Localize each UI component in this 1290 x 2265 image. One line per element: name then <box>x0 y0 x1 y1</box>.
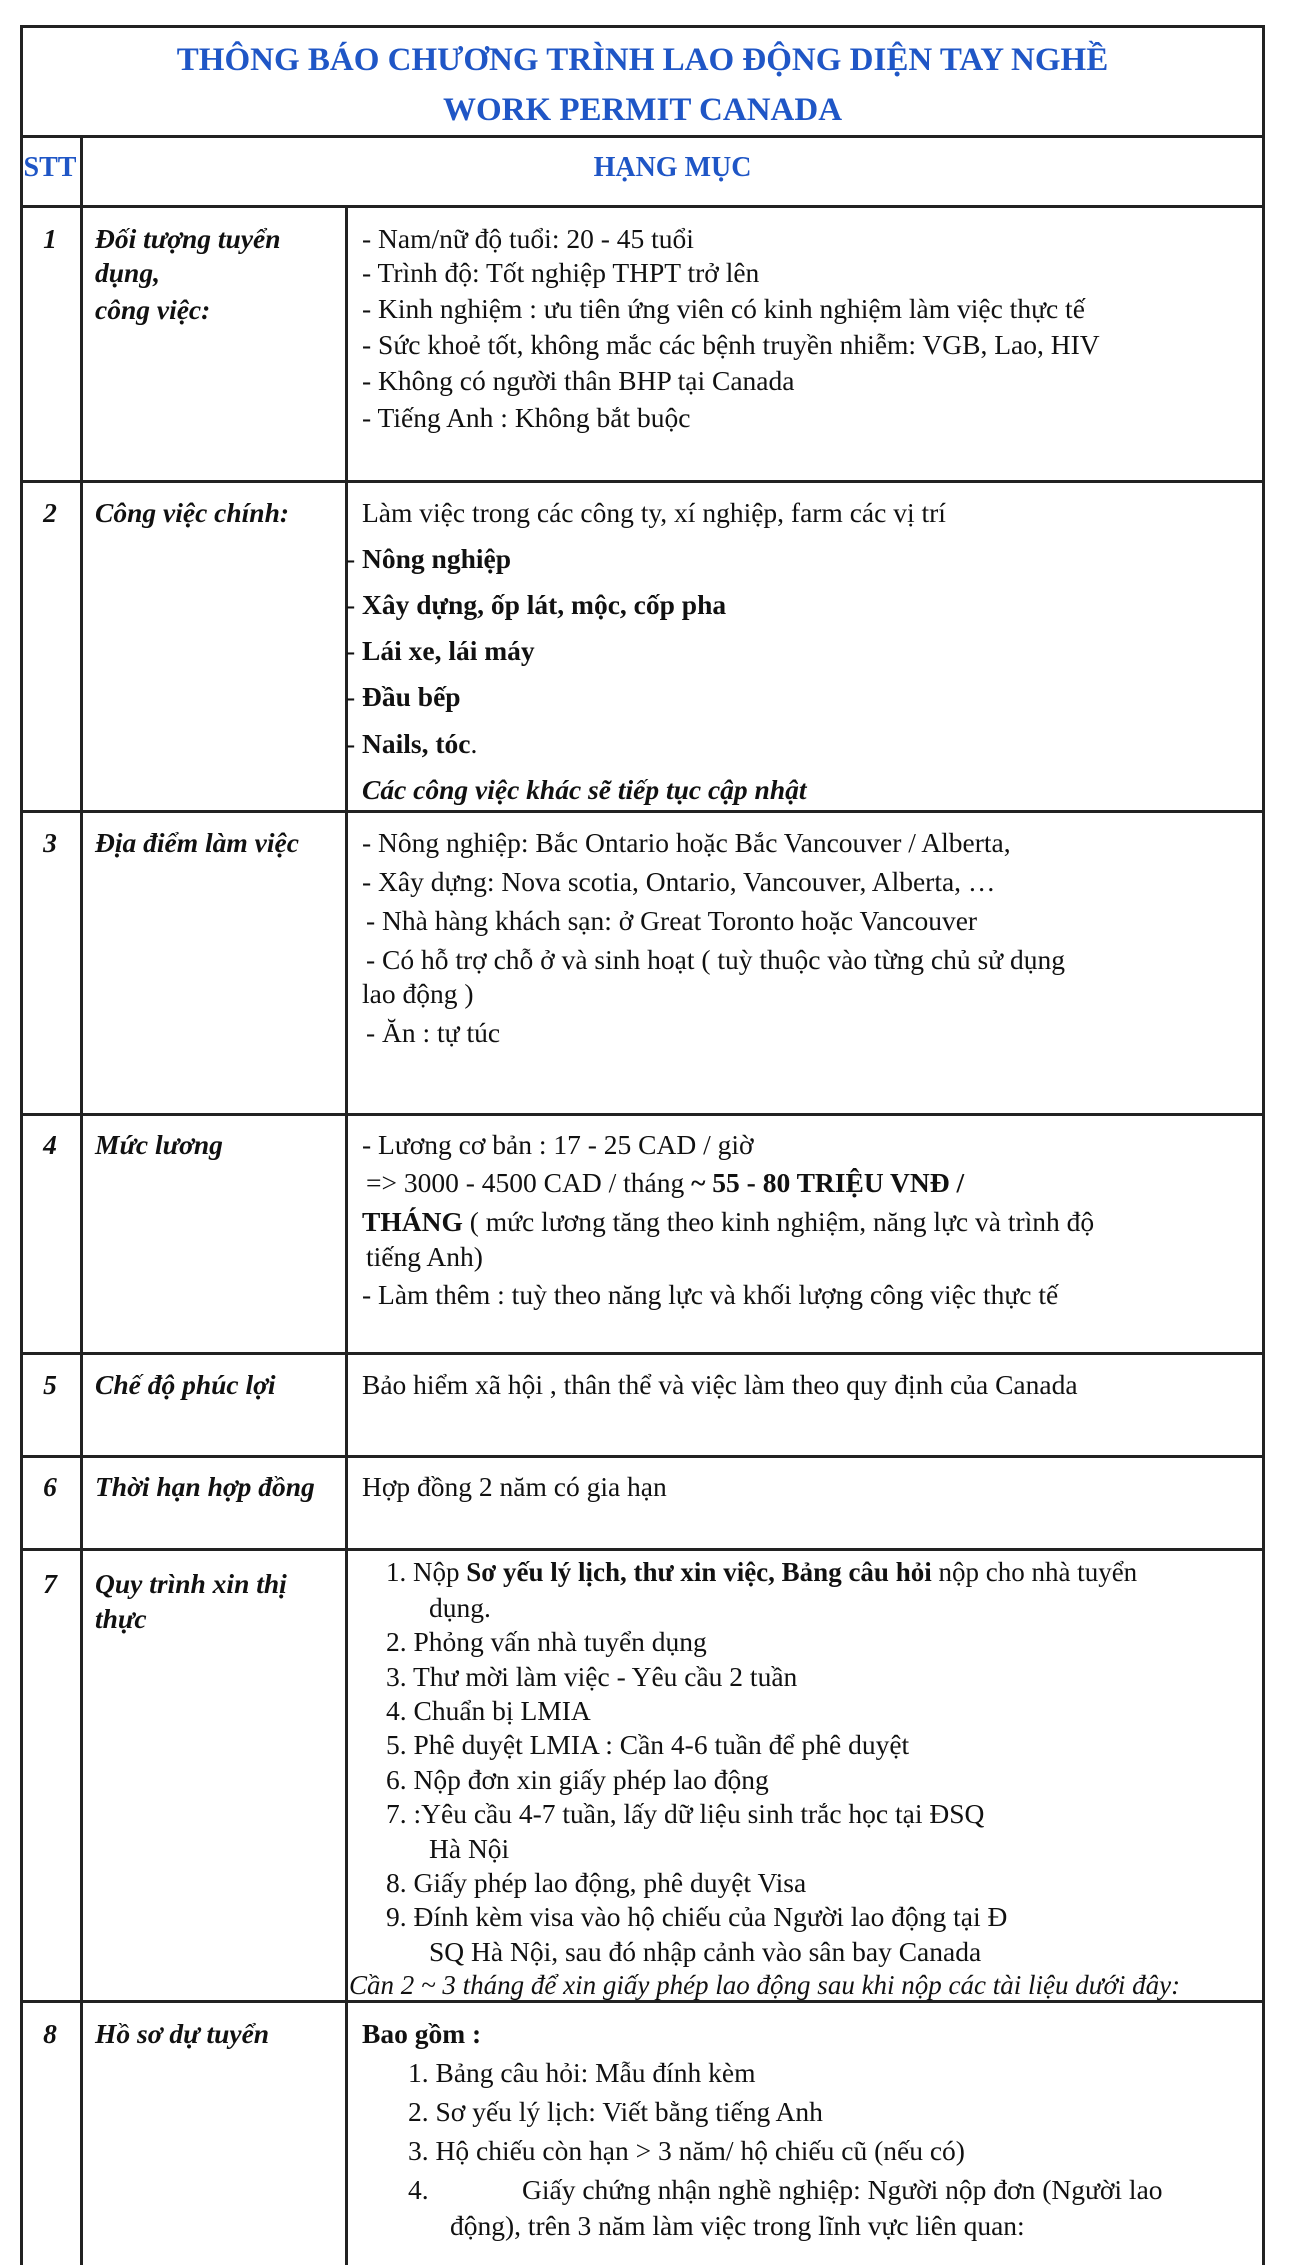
row-1-line-4: - Sức khoẻ tốt, không mắc các bệnh truyền nhiễm: VGB, Lao, HIV <box>362 329 1100 360</box>
row-7-number: 7 <box>43 1568 57 1599</box>
row-2-dash-1: - <box>346 543 356 574</box>
row-2-item-5-period: . <box>470 728 478 759</box>
row-2-dash-5: - <box>346 728 356 759</box>
row-7-step-8: 8. Giấy phép lao động, phê duyệt Visa <box>386 1867 807 1898</box>
row-7-step-3: 3. Thư mời làm việc - Yêu cầu 2 tuần <box>386 1661 798 1692</box>
column-divider-content <box>345 205 348 2265</box>
row-4-line-5: - Làm thêm : tuỳ theo năng lực và khối lượng công việc thực tế <box>362 1279 1059 1310</box>
row-2-dash-4: - <box>346 681 356 712</box>
row-8-doc-2: 2. Sơ yếu lý lịch: Viết bằng tiếng Anh <box>408 2096 823 2127</box>
row-4-category: Mức lương <box>95 1129 223 1160</box>
row-7-note: Cần 2 ~ 3 tháng để xin giấy phép lao động sau khi nộp các tài liệu dưới đây: <box>349 1970 1181 2000</box>
row-4-line-2 <box>366 1169 964 1197</box>
table-border-right <box>1262 25 1265 2265</box>
row-2-item-5-line <box>362 730 477 758</box>
row-5-line-1: Bảo hiểm xã hội , thân thể và việc làm theo quy định của Canada <box>362 1369 1078 1400</box>
row-4-salary-cad: => 3000 - 4500 CAD / tháng <box>366 1167 692 1198</box>
row-1-line-5: - Không có người thân BHP tại Canada <box>362 365 795 396</box>
row-8-heading: Bao gồm : <box>362 2018 482 2049</box>
row-7-step-1-cont: dụng. <box>429 1592 491 1623</box>
row-4-line-1: - Lương cơ bản : 17 - 25 CAD / giờ <box>362 1129 754 1160</box>
row-1-number: 1 <box>43 223 57 254</box>
row-2-item-4: Đầu bếp <box>362 681 461 712</box>
row-2-number: 2 <box>43 497 57 528</box>
row-7-category-line2: thực <box>95 1603 147 1634</box>
row-3-line-3: - Nhà hàng khách sạn: ở Great Toronto hoặc Vancouver <box>366 905 978 936</box>
row-8-doc-4-number: 4. <box>408 2174 429 2205</box>
row-4-line-4: tiếng Anh) <box>366 1241 483 1272</box>
row-2-dash-3: - <box>346 635 356 666</box>
row-7-step-9: 9. Đính kèm visa vào hộ chiếu của Người lao động tại Đ <box>386 1901 1008 1932</box>
row-3-category: Địa điểm làm việc <box>95 827 299 858</box>
row-1-category-line3: công việc: <box>95 294 211 325</box>
row-7-step-1 <box>386 1559 1137 1586</box>
row-2-category: Công việc chính: <box>95 497 290 528</box>
row-divider-6 <box>20 1548 1265 1551</box>
row-2-item-2: Xây dựng, ốp lát, mộc, cốp pha <box>362 589 727 620</box>
row-3-line-6: - Ăn : tự túc <box>366 1017 501 1048</box>
row-7-category-line1: Quy trình xin thị <box>95 1568 287 1599</box>
row-4-number: 4 <box>43 1129 57 1160</box>
row-4-salary-note: ( mức lương tăng theo kinh nghiệm, năng lực và trình độ <box>462 1206 1095 1237</box>
row-8-number: 8 <box>43 2018 57 2049</box>
row-divider-2 <box>20 810 1265 813</box>
row-2-item-1: Nông nghiệp <box>362 543 512 574</box>
row-7-step-4: 4. Chuẩn bị LMIA <box>386 1695 591 1726</box>
row-7-step-7: 7. :Yêu cầu 4-7 tuần, lấy dữ liệu sinh trắc học tại ĐSQ <box>386 1798 985 1829</box>
row-3-line-5: lao động ) <box>362 978 474 1009</box>
row-7-step-5: 5. Phê duyệt LMIA : Cần 4-6 tuần để phê duyệt <box>386 1729 910 1760</box>
row-5-number: 5 <box>43 1369 57 1400</box>
row-divider-4 <box>20 1352 1265 1355</box>
header-stt: STT <box>23 152 77 183</box>
table-border-top <box>20 25 1265 28</box>
row-8-doc-4-cont: động), trên 3 năm làm việc trong lĩnh vực liên quan: <box>450 2210 1025 2241</box>
row-3-line-4: - Có hỗ trợ chỗ ở và sinh hoạt ( tuỳ thuộc vào từng chủ sử dụng <box>366 944 1065 975</box>
row-6-number: 6 <box>43 1471 57 1502</box>
title-line-2: WORK PERMIT CANADA <box>442 92 843 128</box>
row-4-line-3 <box>362 1208 1094 1236</box>
row-divider-7 <box>20 2000 1265 2003</box>
row-divider-1 <box>20 480 1265 483</box>
row-7-step-1-docs: Sơ yếu lý lịch, thư xin việc, Bảng câu hỏi <box>466 1557 932 1587</box>
row-7-step-9-cont: SQ Hà Nội, sau đó nhập cảnh vào sân bay Canada <box>429 1936 982 1967</box>
row-1-line-3: - Kinh nghiệm : ưu tiên ứng viên có kinh nghiệm làm việc thực tế <box>362 293 1085 324</box>
row-7-step-2: 2. Phỏng vấn nhà tuyển dụng <box>386 1626 707 1657</box>
row-1-line-1: - Nam/nữ độ tuổi: 20 - 45 tuổi <box>362 223 694 254</box>
row-2-item-5: Nails, tóc <box>362 728 471 759</box>
row-1-line-6: - Tiếng Anh : Không bắt buộc <box>362 402 691 433</box>
row-8-doc-1: 1. Bảng câu hỏi: Mẫu đính kèm <box>408 2057 756 2088</box>
title-line-1: THÔNG BÁO CHƯƠNG TRÌNH LAO ĐỘNG DIỆN TAY NGHỀ <box>176 42 1109 78</box>
row-divider-5 <box>20 1455 1265 1458</box>
row-7-step-1-end: nộp cho nhà tuyển <box>931 1557 1138 1587</box>
row-2-dash-2: - <box>346 589 356 620</box>
row-7-step-6: 6. Nộp đơn xin giấy phép lao động <box>386 1764 769 1795</box>
row-3-line-1: - Nông nghiệp: Bắc Ontario hoặc Bắc Vancouver / Alberta, <box>362 827 1011 858</box>
row-divider-3 <box>20 1113 1265 1116</box>
row-1-category-line1: Đối tượng tuyển <box>95 223 281 254</box>
row-3-number: 3 <box>43 827 57 858</box>
announcement-document <box>20 25 1265 2265</box>
row-7-step-7-cont: Hà Nội <box>429 1833 510 1864</box>
row-5-category: Chế độ phúc lợi <box>95 1369 276 1400</box>
row-2-note: Các công việc khác sẽ tiếp tục cập nhật <box>362 774 807 805</box>
row-8-category: Hồ sơ dự tuyển <box>95 2018 270 2049</box>
column-divider-stt <box>80 135 83 2265</box>
row-6-line-1: Hợp đồng 2 năm có gia hạn <box>362 1471 667 1502</box>
row-8-doc-3: 3. Hộ chiếu còn hạn > 3 năm/ hộ chiếu cũ (nếu có) <box>408 2135 965 2166</box>
title-divider <box>20 135 1265 138</box>
row-3-line-2: - Xây dựng: Nova scotia, Ontario, Vancouver, Alberta, … <box>362 866 996 897</box>
row-7-step-1-start: 1. Nộp <box>386 1557 467 1587</box>
header-divider <box>20 205 1265 208</box>
row-2-item-3: Lái xe, lái máy <box>362 635 535 666</box>
row-4-salary-vnd: ~ 55 - 80 TRIỆU VNĐ / <box>691 1167 965 1198</box>
row-4-month: THÁNG <box>362 1206 463 1237</box>
row-8-doc-4: Giấy chứng nhận nghề nghiệp: Người nộp đơn (Người lao <box>522 2174 1163 2205</box>
row-1-category-line2: dụng, <box>95 257 160 288</box>
row-2-intro: Làm việc trong các công ty, xí nghiệp, farm các vị trí <box>362 497 946 528</box>
header-category: HẠNG MỤC <box>593 152 752 183</box>
row-6-category: Thời hạn hợp đồng <box>95 1471 315 1502</box>
row-1-line-2: - Trình độ: Tốt nghiệp THPT trở lên <box>362 257 760 288</box>
